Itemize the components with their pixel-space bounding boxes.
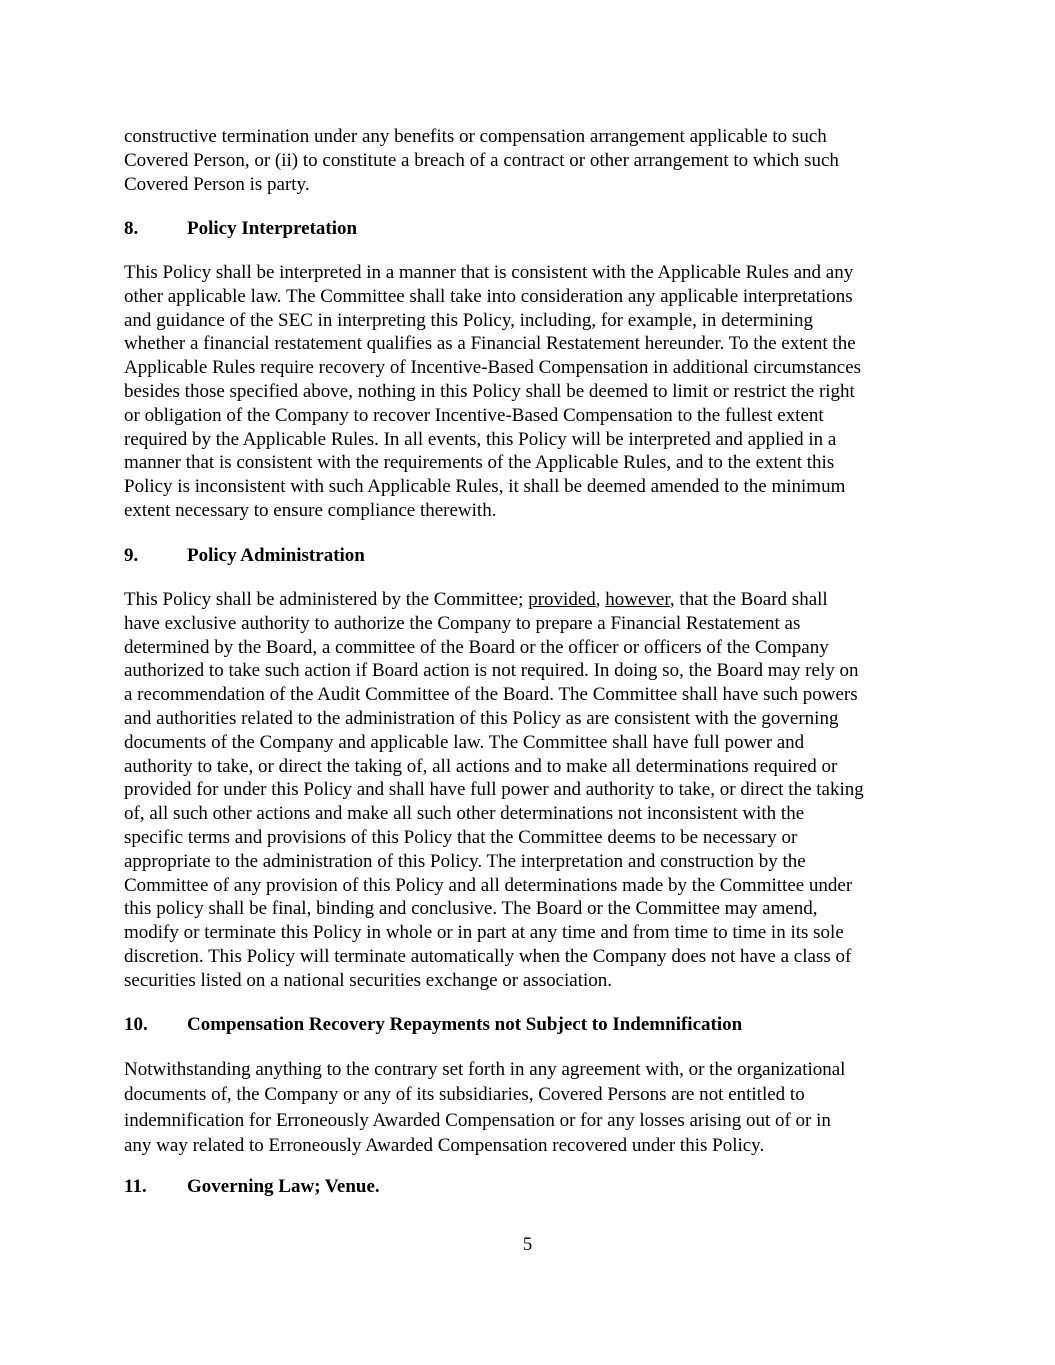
text: , that the Board shall (669, 589, 828, 610)
text-line: Covered Person, or (ii) to constitute a breach of a contract or other arrangement to which such (124, 149, 839, 171)
text-line: have exclusive authority to authorize the Company to prepare a Financial Restatement as (124, 612, 801, 634)
text-line: required by the Applicable Rules. In all events, this Policy will be interpreted and applied in a (124, 428, 837, 450)
text-line: this policy shall be final, binding and conclusive. The Board or the Committee may amend, (124, 898, 818, 920)
underlined-term: provided (528, 589, 596, 610)
text-line: besides those specified above, nothing in this Policy shall be deemed to limit or restrict the right (124, 380, 855, 402)
section-11-heading (124, 1175, 380, 1199)
text-line: appropriate to the administration of this Policy. The interpretation and construction by the (124, 850, 806, 872)
text-line (124, 588, 944, 612)
section-9-paragraph (124, 588, 944, 993)
text-line: authority to take, or direct the taking of, all actions and to make all determinations required or (124, 755, 838, 777)
section-10-paragraph (124, 1057, 944, 1158)
text-line: Notwithstanding anything to the contrary set forth in any agreement with, or the organizational (124, 1059, 846, 1080)
text-line: manner that is consistent with the requirements of the Applicable Rules, and to the extent this (124, 452, 835, 474)
text-line: Policy is inconsistent with such Applicable Rules, it shall be deemed amended to the minimum (124, 476, 846, 498)
section-8-heading (124, 217, 357, 241)
text-line: constructive termination under any benefits or compensation arrangement applicable to such (124, 126, 827, 147)
text-line: This Policy shall be interpreted in a manner that is consistent with the Applicable Rules and any (124, 262, 854, 283)
text: , (595, 589, 606, 610)
text-line: other applicable law. The Committee shall take into consideration any applicable interpretations (124, 285, 853, 307)
section-10-heading (124, 1013, 742, 1037)
text-line: Covered Person is party. (124, 173, 310, 195)
section-number: 11. (124, 1176, 147, 1197)
text-line: documents of, the Company or any of its subsidiaries, Covered Persons are not entitled to (124, 1084, 805, 1106)
text-line: whether a financial restatement qualifies as a Financial Restatement hereunder. To the extent the (124, 333, 856, 355)
section-8-paragraph (124, 261, 944, 523)
section-title: Governing Law; Venue. (187, 1176, 380, 1197)
text-line: indemnification for Erroneously Awarded Compensation or for any losses arising out of or in (124, 1109, 831, 1131)
section-number: 10. (124, 1014, 148, 1035)
text-line: specific terms and provisions of this Policy that the Committee deems to be necessary or (124, 826, 798, 848)
text-line: and authorities related to the administration of this Policy as are consistent with the governing (124, 707, 839, 729)
text-line: modify or terminate this Policy in whole or in part at any time and from time to time in its sole (124, 922, 844, 944)
section-number: 9. (124, 545, 139, 566)
underlined-term: however (605, 589, 670, 610)
section-title: Compensation Recovery Repayments not Subject to Indemnification (187, 1014, 743, 1035)
continuation-paragraph (124, 125, 944, 196)
text-line: discretion. This Policy will terminate automatically when the Company does not have a class of (124, 945, 852, 967)
text-line: securities listed on a national securities exchange or association. (124, 969, 613, 991)
text-line: extent necessary to ensure compliance therewith. (124, 499, 497, 521)
text-line: Committee of any provision of this Policy and all determinations made by the Committee under (124, 874, 853, 896)
text-line: authorized to take such action if Board action is not required. In doing so, the Board may rely on (124, 660, 859, 682)
text-line: Applicable Rules require recovery of Incentive-Based Compensation in additional circumstances (124, 357, 862, 379)
text-line: a recommendation of the Audit Committee of the Board. The Committee shall have such powers (124, 684, 858, 706)
section-number: 8. (124, 218, 139, 239)
section-9-heading (124, 544, 365, 568)
text: This Policy shall be administered by the Committee; (124, 589, 529, 610)
page-number: 5 (522, 1234, 533, 1255)
text-line: determined by the Board, a committee of the Board or the officer or officers of the Company (124, 636, 829, 658)
text-line: or obligation of the Company to recover Incentive-Based Compensation to the fullest extent (124, 404, 824, 426)
text-line: documents of the Company and applicable law. The Committee shall have full power and (124, 731, 805, 753)
text-line: any way related to Erroneously Awarded Compensation recovered under this Policy. (124, 1134, 765, 1156)
section-title: Policy Interpretation (187, 218, 358, 239)
text-line: and guidance of the SEC in interpreting this Policy, including, for example, in determining (124, 309, 813, 331)
text-line: provided for under this Policy and shall have full power and authority to take, or direct the taking (124, 779, 864, 801)
section-title: Policy Administration (187, 545, 365, 566)
text-line: of, all such other actions and make all such other determinations not inconsistent with the (124, 803, 805, 825)
